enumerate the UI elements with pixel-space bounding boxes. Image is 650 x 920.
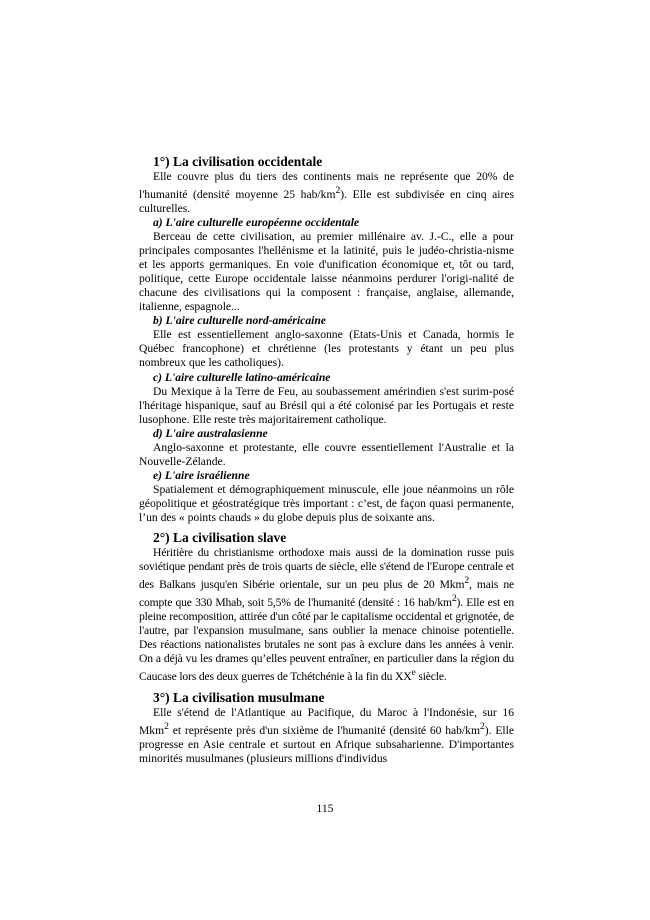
paragraph-slave	[139, 546, 514, 684]
superscript: e	[411, 667, 416, 679]
text-run: et représente près d'un sixième de l'humanité (densité 60 hab/km	[168, 723, 480, 737]
main-text	[139, 153, 514, 766]
page-number: 115	[316, 802, 334, 815]
subsection-heading-australasienne: d) L'aire australasienne	[153, 426, 268, 440]
superscript: 2	[164, 721, 169, 733]
text-run: siècle.	[415, 669, 447, 683]
text-run: Elle couvre plus du tiers des continents mais ne représente que 20% de l'humanité (densité moyenne 25 hab/km	[139, 170, 514, 201]
section-heading-musulmane: 3°) La civilisation musulmane	[153, 690, 325, 706]
text-run: ). Elle progresse en Asie centrale et surtout en Afrique subsaharienne. D'importantes minorités musulmanes (plusieurs millions d'individus	[139, 723, 514, 766]
section-heading-slave: 2°) La civilisation slave	[153, 530, 287, 546]
paragraph-latino-americaine: Du Mexique à la Terre de Feu, au soubassement amérindien s'est surim-posé l'héritage hispanique, sauf au Brésil qui a été colonisé par les Portugais et reste lusophone. Elle reste très majoritairement catholique.	[139, 384, 514, 426]
text-run: , mais ne compte que 330 Mhab, soit 5,5% de l'humanité (densité : 16 hab/km	[139, 577, 514, 609]
superscript: 2	[451, 593, 457, 605]
section-heading-occidentale: 1°) La civilisation occidentale	[153, 154, 323, 169]
paragraph-musulmane	[139, 706, 514, 766]
superscript: 2	[335, 185, 341, 197]
text-run: ). Elle est subdivisée en cinq aires culturelles.	[139, 187, 514, 215]
subsection-heading-latino-americaine: c) L'aire culturelle latino-américaine	[153, 370, 331, 384]
paragraph-occidentale-intro	[139, 170, 514, 216]
superscript: 2	[464, 575, 469, 587]
paragraph-europeenne: Berceau de cette civilisation, au premier millénaire av. J.-C., elle a pour principales composantes l'hellénisme et la latinité, puis le judéo-christia-nisme et les apports germaniques. En voie d'unification économique et, tôt ou tard, politique, cette Europe occidentale laisse néanmoins perdurer l'origi-nalité de chacune des civilisations qui la composent : française, anglaise, allemande, italienne, espagnole...	[139, 230, 514, 314]
subsection-heading-israelienne: e) L'aire israélienne	[153, 468, 250, 482]
text-run: Elle s'étend de l'Atlantique au Pacifique, du Maroc à l'Indonésie, sur 16 Mkm	[139, 706, 514, 737]
paragraph-australasienne: Anglo-saxonne et protestante, elle couvre essentiellement l'Australie et la Nouvelle-Zélande.	[139, 440, 514, 468]
text-run: Héritière du christianisme orthodoxe mais aussi de la domination russe puis soviétique pendant près de trois quarts de siècle, elle s'étend de l'Europe centrale et des Balkans jusqu'en Sibérie orientale, sur un peu plus de 20 Mkm	[139, 546, 514, 591]
subsection-heading-europeenne: a) L'aire culturelle européenne occidentale	[153, 216, 360, 229]
superscript: 2	[479, 721, 485, 733]
subsection-heading-nord-americaine: b) L'aire culturelle nord-américaine	[153, 314, 326, 328]
paragraph-nord-americaine: Elle est essentiellement anglo-saxonne (Etats-Unis et Canada, hormis le Québec francophone) et chrétienne (les protestants y étant un peu plus nombreux que les catholiques).	[139, 328, 514, 370]
text-run: ). Elle est en pleine recomposition, attirée d'un côté par le capitalisme occidental et grignotée, de l'autre, par l'expansion musulmane, sans oublier la menace chinoise potentielle. Des réactions nationalistes brutales ne sont pas à exclure dans les années à venir. On a déjà vu les drames qu’elles peuvent entraîner, en particulier dans la région du Caucase lors des deux guerres de Tchétchénie à la fin du XX	[139, 595, 514, 683]
paragraph-israelienne: Spatialement et démographiquement minuscule, elle joue néanmoins un rôle géopolitique et géostratégique très important : c’est, de façon quasi permanente, l’un des « points chauds » du globe depuis plus de soixante ans.	[139, 482, 514, 524]
